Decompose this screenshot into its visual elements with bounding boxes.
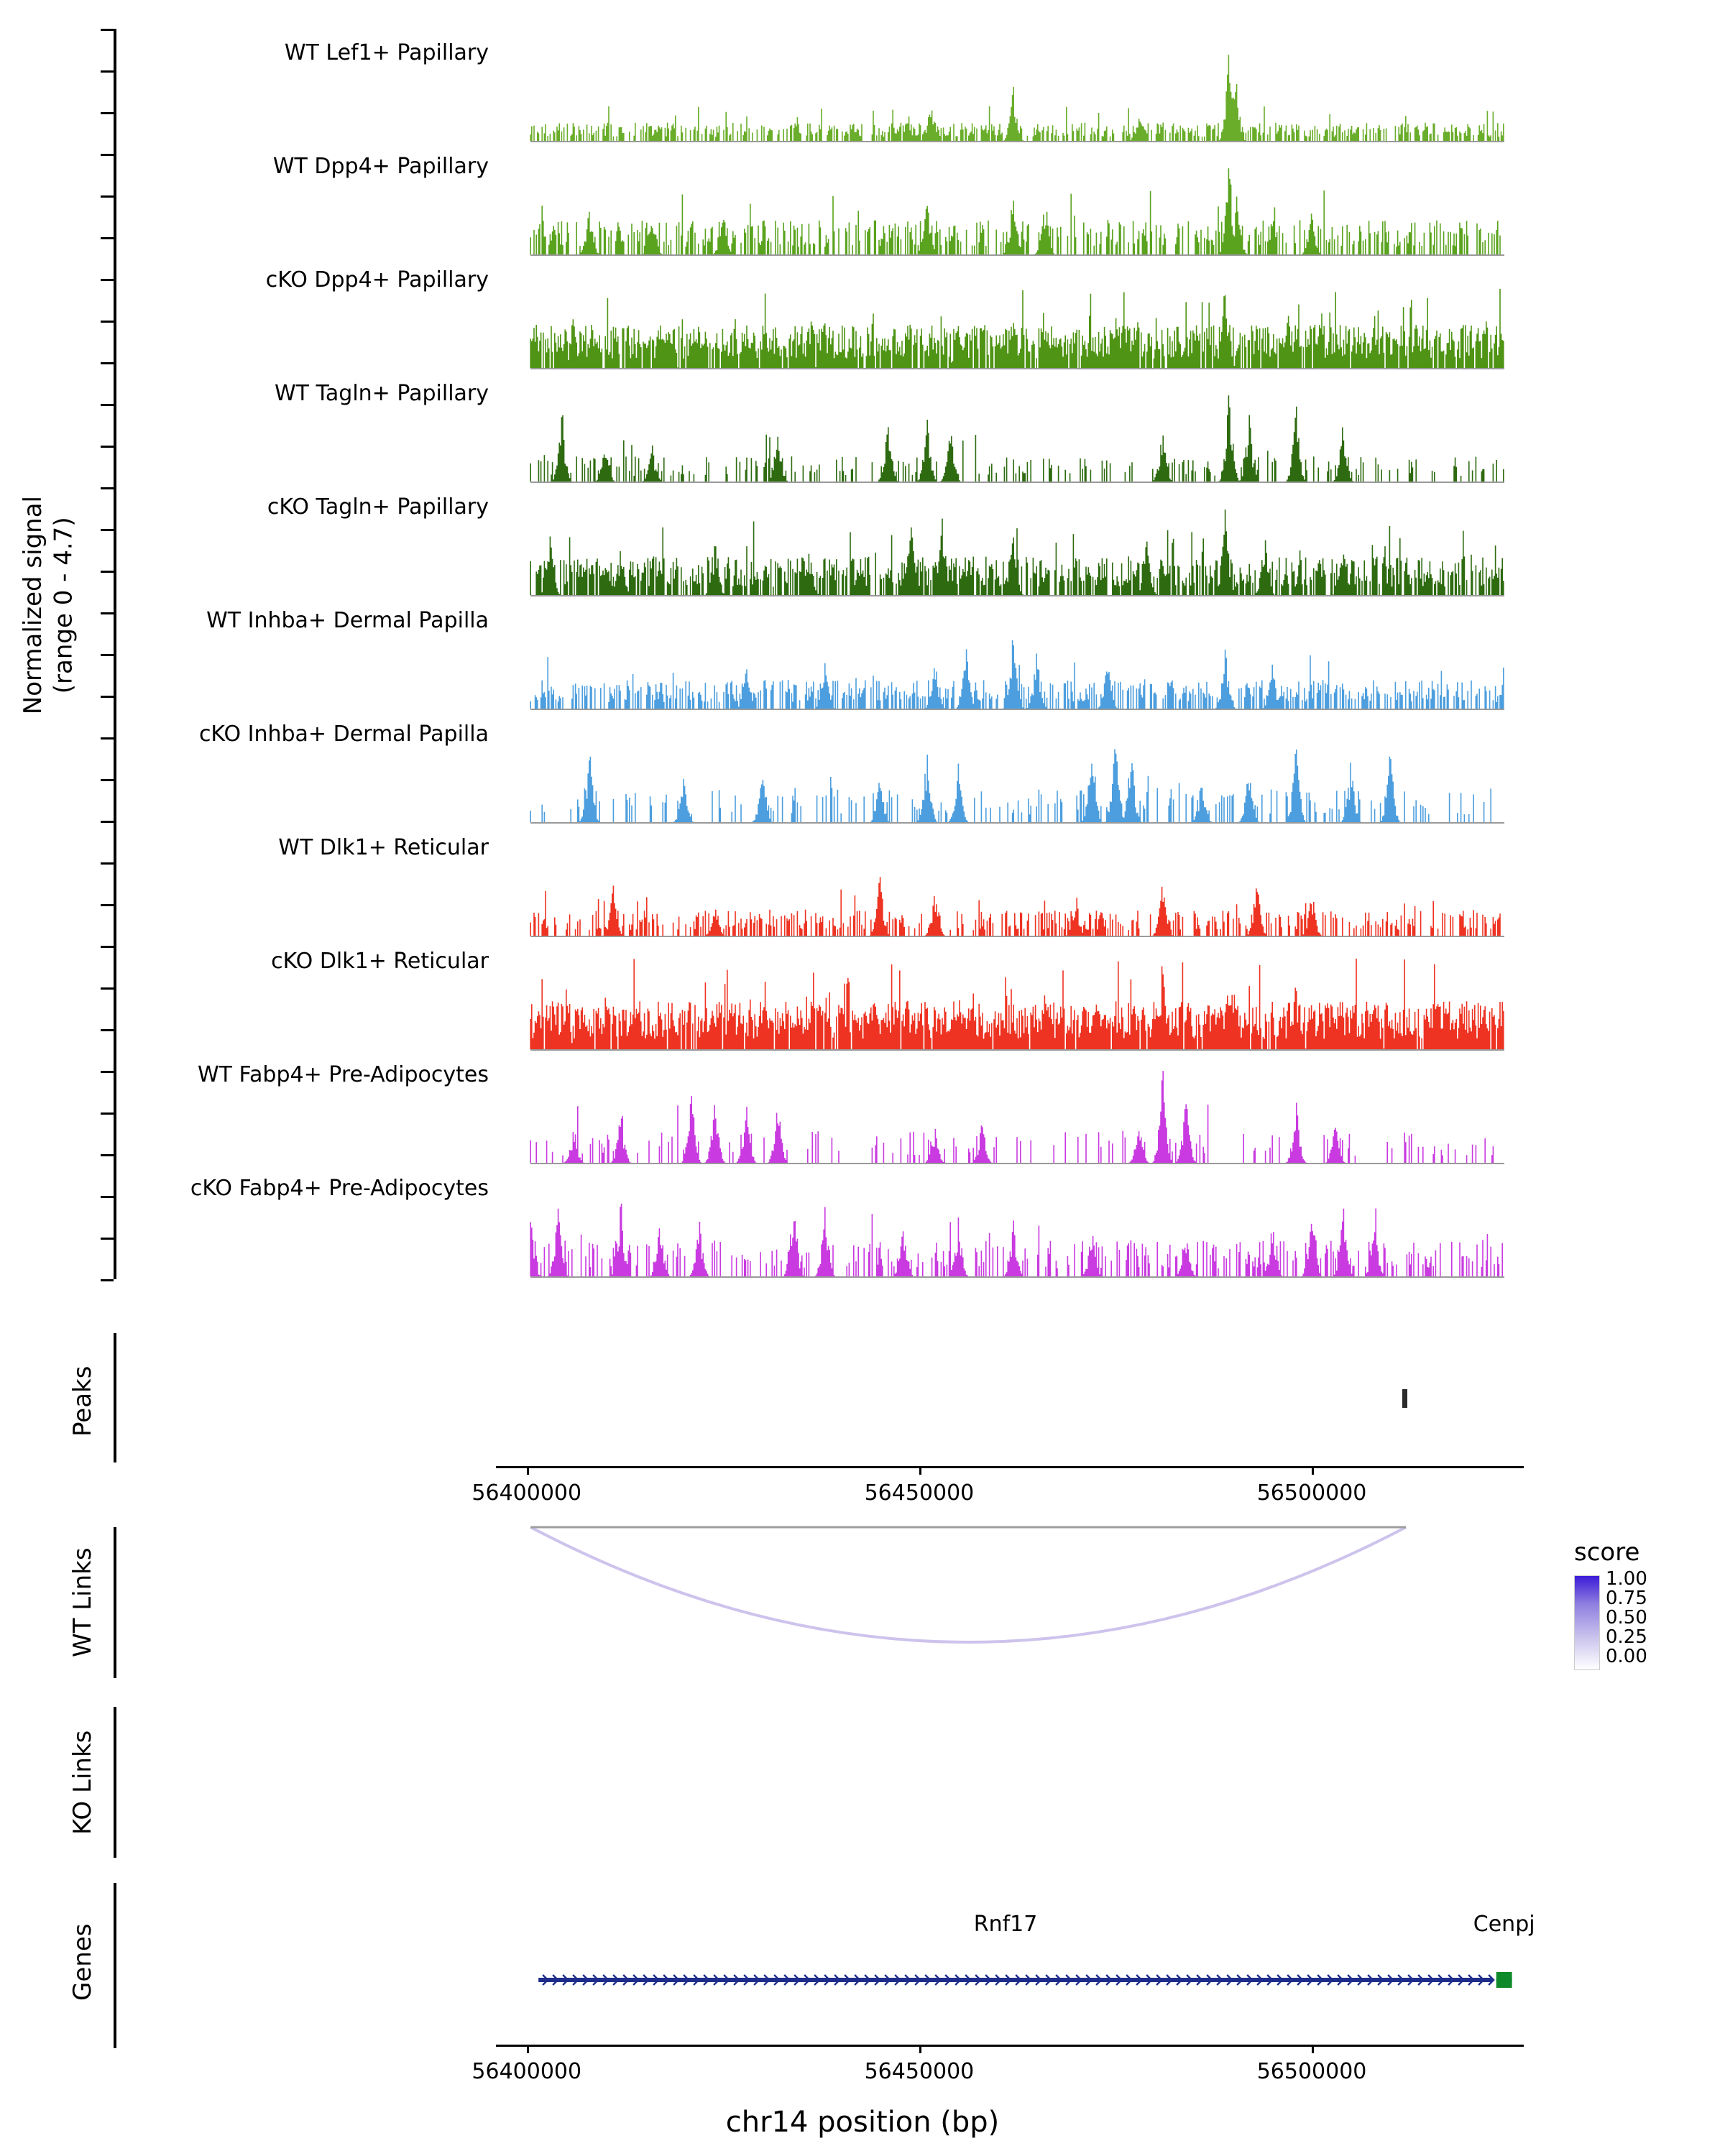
track-label: cKO Inhba+ Dermal Papilla xyxy=(198,722,489,747)
track-label: cKO Tagln+ Papillary xyxy=(267,494,489,520)
track-baseline xyxy=(530,482,1504,483)
track-signal xyxy=(503,719,1524,825)
coverage-y-tick xyxy=(101,779,114,781)
coverage-track xyxy=(503,378,1524,484)
track-signal xyxy=(503,605,1524,711)
axis-tick xyxy=(527,2045,529,2053)
track-baseline xyxy=(530,1049,1504,1051)
legend-tick: 1.00 xyxy=(1606,1568,1647,1590)
coverage-y-tick xyxy=(101,987,114,990)
axis-tick xyxy=(919,1466,921,1475)
coverage-y-tick xyxy=(101,1154,114,1156)
axis-tick-label: 56400000 xyxy=(472,1480,582,1506)
coverage-track xyxy=(503,1059,1524,1166)
coverage-y-tick xyxy=(101,1279,114,1281)
track-label: cKO Dpp4+ Papillary xyxy=(265,267,489,292)
coverage-y-tick xyxy=(101,279,114,281)
score-legend xyxy=(1574,1538,1718,1667)
ko-links-spine xyxy=(114,1707,116,1858)
axis-tick xyxy=(527,1466,529,1475)
coverage-y-tick xyxy=(101,1238,114,1240)
track-baseline xyxy=(530,141,1504,142)
track-label: WT Tagln+ Papillary xyxy=(275,381,489,406)
coverage-y-tick xyxy=(101,195,114,198)
legend-title: score xyxy=(1574,1538,1640,1567)
wt-links-panel xyxy=(0,1513,1725,1685)
coverage-y-tick xyxy=(101,362,114,364)
track-label: cKO Dlk1+ Reticular xyxy=(271,949,489,974)
track-signal xyxy=(503,946,1524,1052)
coverage-y-tick xyxy=(101,862,114,865)
track-baseline xyxy=(530,1276,1504,1278)
coverage-y-tick xyxy=(101,112,114,114)
track-signal xyxy=(503,492,1524,598)
coverage-y-tick xyxy=(101,321,114,323)
gene-name-label: Rnf17 xyxy=(973,1912,1038,1937)
y-axis-title-line1: Normalized signal xyxy=(19,496,47,715)
coverage-y-tick xyxy=(101,154,114,156)
coverage-y-tick xyxy=(101,404,114,406)
coverage-track xyxy=(503,1173,1524,1279)
track-baseline xyxy=(530,936,1504,937)
track-label: cKO Fabp4+ Pre-Adipocytes xyxy=(190,1176,489,1201)
coverage-y-tick xyxy=(101,821,114,823)
y-axis-title-line2: (range 0 - 4.7) xyxy=(49,517,78,694)
coverage-y-tick xyxy=(101,487,114,489)
coverage-track xyxy=(503,719,1524,825)
ko-links-arcs xyxy=(503,1700,1524,1858)
axis-tick-label: 56500000 xyxy=(1256,1480,1367,1506)
track-label: WT Dpp4+ Papillary xyxy=(272,154,489,179)
coverage-y-tick xyxy=(101,237,114,239)
track-baseline xyxy=(530,254,1504,256)
axis-line-top xyxy=(496,1466,1524,1468)
genes-label: Genes xyxy=(68,1923,97,2001)
legend-colorbar xyxy=(1574,1575,1600,1670)
legend-tick-labels xyxy=(1606,1570,1647,1667)
coverage-track xyxy=(503,151,1524,257)
coverage-y-tick xyxy=(101,70,114,73)
gene-exon xyxy=(1496,1972,1512,1988)
link-arc[interactable] xyxy=(530,1527,1406,1642)
coverage-y-tick xyxy=(101,1029,114,1031)
genomic-axis-bottom xyxy=(0,2045,1725,2109)
coverage-y-tick xyxy=(101,1071,114,1073)
coverage-track xyxy=(503,492,1524,598)
wt-links-label: WT Links xyxy=(68,1547,97,1658)
peaks-marks xyxy=(503,1326,1524,1466)
coverage-track xyxy=(503,946,1524,1052)
legend-tick: 0.50 xyxy=(1606,1607,1647,1628)
axis-tick-label: 56500000 xyxy=(1256,2059,1367,2084)
axis-tick xyxy=(1312,2045,1314,2053)
axis-tick-label: 56400000 xyxy=(472,2059,582,2084)
coverage-y-tick xyxy=(101,1196,114,1198)
genes-spine xyxy=(114,1883,116,2048)
legend-tick: 0.00 xyxy=(1606,1646,1647,1667)
gene-models xyxy=(503,1958,1524,2001)
coverage-track xyxy=(503,264,1524,371)
axis-tick-label: 56450000 xyxy=(864,2059,975,2084)
track-baseline xyxy=(530,822,1504,824)
coverage-y-tick xyxy=(101,904,114,906)
track-signal xyxy=(503,37,1524,144)
axis-tick-label: 56450000 xyxy=(864,1480,975,1506)
coverage-track xyxy=(503,605,1524,711)
track-signal xyxy=(503,378,1524,484)
axis-tick xyxy=(1312,1466,1314,1475)
coverage-y-tick xyxy=(101,446,114,448)
coverage-track xyxy=(503,37,1524,144)
legend-tick: 0.25 xyxy=(1606,1626,1647,1648)
track-signal xyxy=(503,264,1524,371)
legend-tick: 0.75 xyxy=(1606,1588,1647,1609)
y-axis-title xyxy=(18,496,305,714)
gene-labels xyxy=(503,1912,1535,1948)
gene-name-label: Cenpj xyxy=(1473,1912,1535,1937)
peak-mark[interactable] xyxy=(1402,1389,1408,1408)
track-signal xyxy=(503,1173,1524,1279)
x-axis-title: chr14 position (bp) xyxy=(725,2106,1000,2139)
track-baseline xyxy=(530,368,1504,369)
track-label: WT Inhba+ Dermal Papilla xyxy=(206,608,489,633)
peaks-spine xyxy=(114,1333,116,1462)
peaks-label: Peaks xyxy=(68,1365,97,1437)
axis-tick xyxy=(919,2045,921,2053)
coverage-y-tick xyxy=(101,29,114,31)
track-label: WT Lef1+ Papillary xyxy=(284,40,489,65)
track-baseline xyxy=(530,709,1504,710)
track-label: WT Dlk1+ Reticular xyxy=(278,835,489,860)
wt-links-arcs xyxy=(503,1520,1524,1678)
track-baseline xyxy=(530,595,1504,596)
track-signal xyxy=(503,832,1524,939)
genes-panel xyxy=(0,1869,1725,2063)
wt-links-spine xyxy=(114,1527,116,1678)
coverage-track xyxy=(503,832,1524,939)
track-signal xyxy=(503,1059,1524,1166)
coverage-y-tick xyxy=(101,1112,114,1115)
ko-links-label: KO Links xyxy=(68,1730,97,1835)
coverage-y-tick xyxy=(101,737,114,740)
track-baseline xyxy=(530,1163,1504,1164)
axis-line-bottom xyxy=(496,2045,1524,2047)
peaks-panel xyxy=(0,1326,1725,1466)
coverage-y-tick xyxy=(101,946,114,948)
ko-links-panel xyxy=(0,1692,1725,1865)
track-label: WT Fabp4+ Pre-Adipocytes xyxy=(198,1062,489,1087)
track-signal xyxy=(503,151,1524,257)
